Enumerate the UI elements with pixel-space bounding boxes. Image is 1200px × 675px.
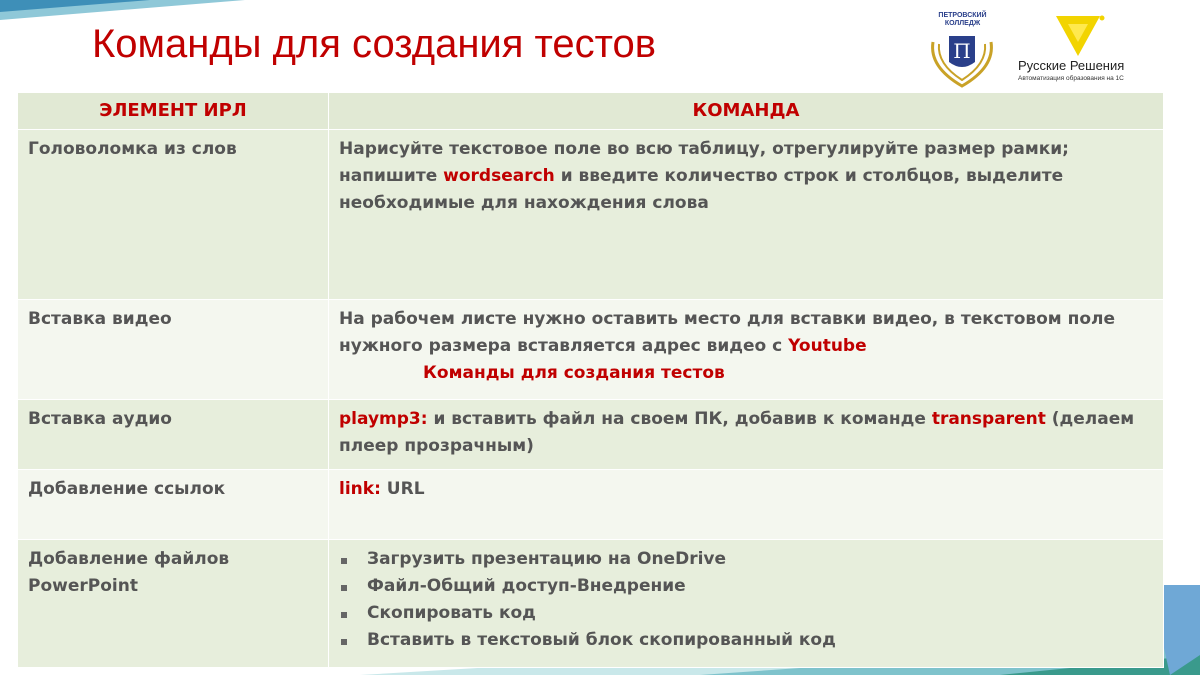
table-header-row <box>18 93 1164 130</box>
command-text: и вставить файл на своем ПК, добавив к команде <box>427 409 932 429</box>
row-command <box>329 400 1164 470</box>
command-text: На рабочем листе нужно оставить место для вставки видео, в текстовом поле нужного размера вставляется адрес видео с <box>339 309 1116 356</box>
steps-list <box>339 546 1153 654</box>
row-element: Вставка аудио <box>18 400 329 470</box>
page-title: Команды для создания тестов <box>92 22 657 66</box>
header-command: КОМАНДА <box>329 93 1164 130</box>
top-left-decoration <box>0 0 250 22</box>
row-command <box>329 300 1164 400</box>
commands-table <box>17 92 1164 668</box>
table-row <box>18 300 1164 400</box>
row-element: Головоломка из слов <box>18 130 329 300</box>
petrovsky-college-label: ПЕТРОВСКИЙ КОЛЛЕДЖ <box>938 12 987 27</box>
command-keyword: transparent <box>931 409 1046 429</box>
command-text: и введите количество строк и столбцов, выделите необходимые для нахождения слова <box>339 166 1064 213</box>
command-keyword: wordsearch <box>443 166 555 186</box>
brand-name: Русские Решения <box>1018 58 1125 73</box>
overlay-text: Команды для создания тестов <box>423 363 725 383</box>
svg-text:П: П <box>953 39 971 63</box>
row-command <box>329 470 1164 540</box>
command-text: Нарисуйте текстовое поле во всю таблицу, отрегулируйте размер рамки; напишите <box>339 139 1069 186</box>
row-command <box>329 130 1164 300</box>
table-row <box>18 400 1164 470</box>
command-keyword: link: <box>339 479 381 499</box>
command-keyword: Youtube <box>788 336 867 356</box>
list-item: Загрузить презентацию на OneDrive <box>339 546 1153 573</box>
row-element: Вставка видео <box>18 300 329 400</box>
row-command <box>329 540 1164 668</box>
command-text: URL <box>380 479 425 499</box>
command-text: (делаем плеер прозрачным) <box>339 409 1135 456</box>
header-element: ЭЛЕМЕНТ ИРЛ <box>18 93 329 130</box>
list-item: Файл-Общий доступ-Внедрение <box>339 573 1153 600</box>
table-row <box>18 130 1164 300</box>
row-element: Добавление ссылок <box>18 470 329 540</box>
russkie-resheniya-logo-icon <box>1050 12 1106 64</box>
command-keyword: playmp3: <box>339 409 428 429</box>
list-item: Скопировать код <box>339 600 1153 627</box>
brand-tagline: Автоматизация образования на 1С <box>1018 75 1124 82</box>
row-element: Добавление файлов PowerPoint <box>18 540 329 668</box>
list-item: Вставить в текстовый блок скопированный код <box>339 627 1153 654</box>
table-row <box>18 540 1164 668</box>
table-row <box>18 470 1164 540</box>
